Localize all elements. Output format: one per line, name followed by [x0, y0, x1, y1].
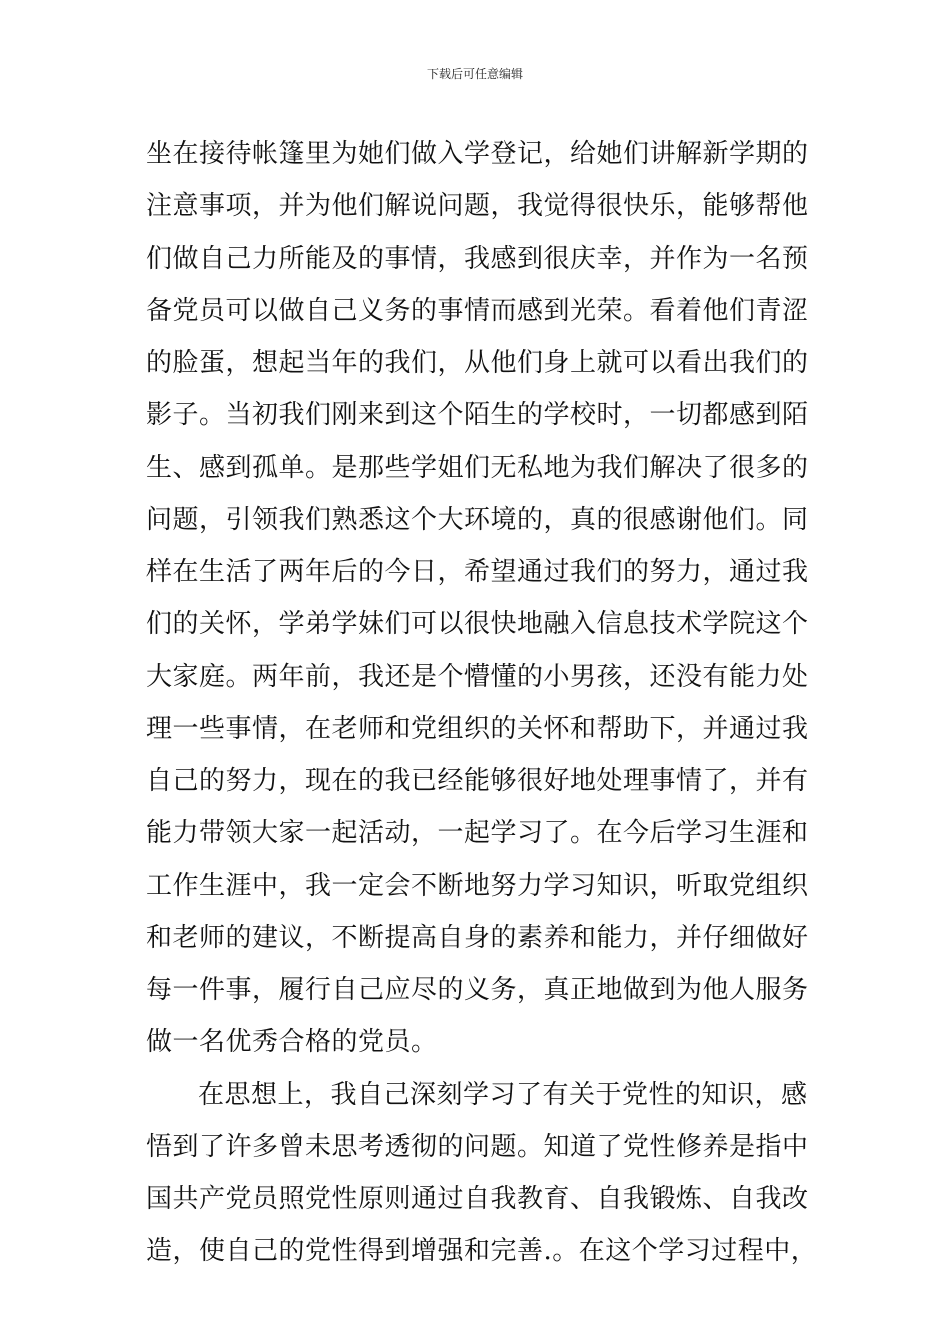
text-line: 工作生涯中，我一定会不断地努力学习知识，听取党组织 [146, 870, 809, 901]
paragraph-2 [146, 1069, 818, 1278]
text-line: 在思想上，我自己深刻学习了有关于党性的知识，感 [198, 1079, 808, 1110]
text-line: 大家庭。两年前，我还是个懵懂的小男孩，还没有能力处 [146, 661, 809, 692]
text-line: 和老师的建议，不断提高自身的素养和能力，并仔细做好 [146, 922, 809, 953]
text-line: 悟到了许多曾未思考透彻的问题。知道了党性修养是指中 [146, 1131, 809, 1162]
text-line: 每一件事，履行自己应尽的义务，真正地做到为他人服务 [146, 975, 809, 1005]
text-line: 生、感到孤单。是那些学姐们无私地为我们解决了很多的 [146, 452, 809, 483]
text-line: 做一名优秀合格的党员。 [146, 1027, 438, 1058]
text-line: 自己的努力，现在的我已经能够很好地处理事情了，并有 [146, 766, 809, 796]
body-text [146, 128, 818, 1278]
text-line: 国共产党员照党性原则通过自我教育、自我锻炼、自我改 [146, 1184, 809, 1214]
text-line: 造，使自己的党性得到增强和完善.。在这个学习过程中， [146, 1236, 818, 1267]
text-line: 影子。当初我们刚来到这个陌生的学校时，一切都感到陌 [146, 400, 809, 431]
text-line: 们做自己力所能及的事情，我感到很庆幸，并作为一名预 [146, 243, 809, 274]
text-line: 理一些事情，在老师和党组织的关怀和帮助下，并通过我 [146, 713, 809, 744]
paragraph-1 [146, 128, 810, 1069]
text-line: 坐在接待帐篷里为她们做入学登记，给她们讲解新学期的 [146, 139, 809, 169]
text-line: 能力带领大家一起活动，一起学习了。在今后学习生涯和 [146, 818, 809, 849]
text-line: 问题，引领我们熟悉这个大环境的，真的很感谢他们。同 [146, 504, 809, 535]
text-line: 注意事项，并为他们解说问题，我觉得很快乐，能够帮他 [146, 191, 809, 222]
text-line: 的脸蛋，想起当年的我们，从他们身上就可以看出我们的 [146, 348, 809, 378]
text-line: 样在生活了两年后的今日，希望通过我们的努力，通过我 [146, 557, 809, 587]
text-line: 备党员可以做自己义务的事情而感到光荣。看着他们青涩 [146, 295, 809, 326]
page-header: 下载后可任意编辑 [426, 67, 523, 81]
text-line: 们的关怀，学弟学妹们可以很快地融入信息技术学院这个 [146, 609, 809, 640]
